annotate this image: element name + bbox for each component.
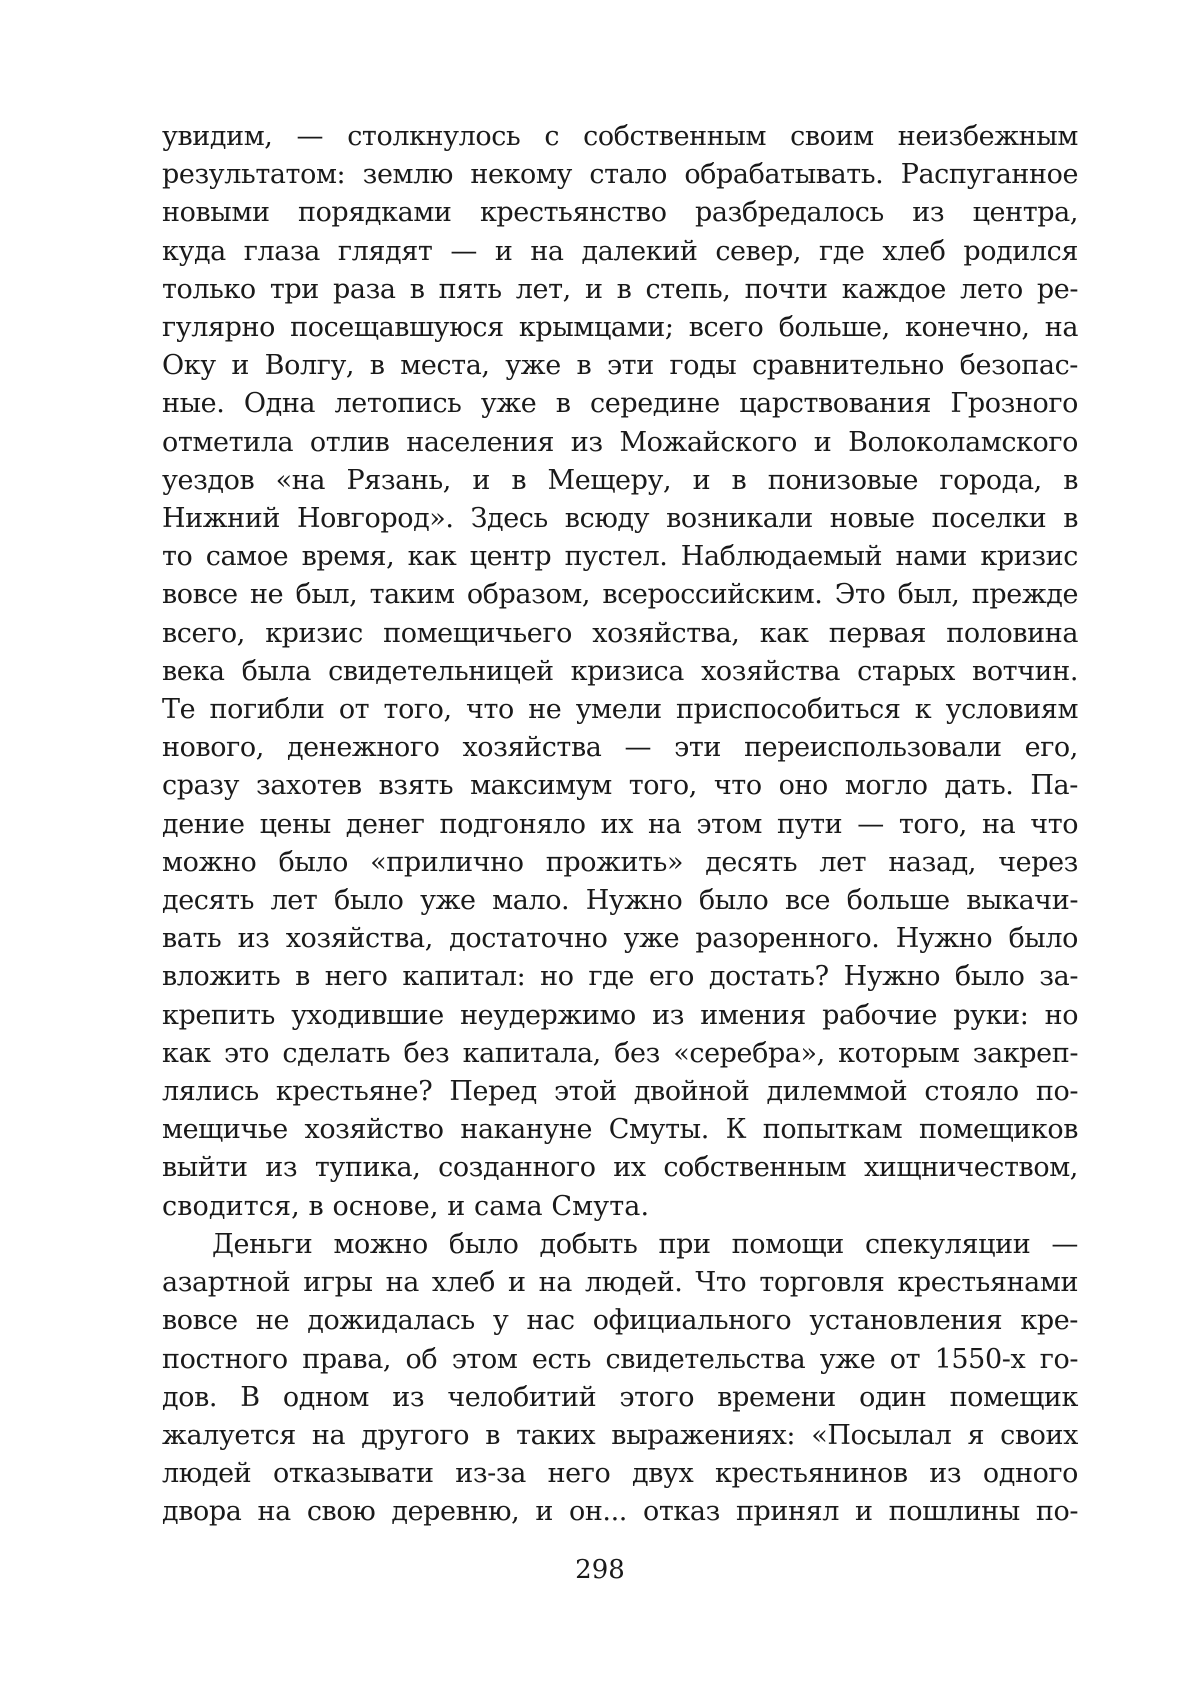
- text-line: результатом: землю некому стало обрабатывать. Распуганное: [162, 156, 1078, 194]
- text-line: двора на свою деревню, и он... отказ принял и пошлины по-: [162, 1493, 1078, 1531]
- text-line: только три раза в пять лет, и в степь, почти каждое лето ре-: [162, 271, 1078, 309]
- text-line: Оку и Волгу, в места, уже в эти годы сравнительно безопас-: [162, 347, 1078, 385]
- text-line: выйти из тупика, созданного их собственным хищничеством,: [162, 1149, 1078, 1187]
- text-line: можно было «прилично прожить» десять лет назад, через: [162, 844, 1078, 882]
- paragraph-1: [162, 118, 1078, 1226]
- text-line: нового, денежного хозяйства — эти переиспользовали его,: [162, 729, 1078, 767]
- text-line: азартной игры на хлеб и на людей. Что торговля крестьянами: [162, 1264, 1078, 1302]
- text-line: увидим, — столкнулось с собственным своим неизбежным: [162, 118, 1078, 156]
- text-line: лялись крестьяне? Перед этой двойной дилеммой стояло по-: [162, 1073, 1078, 1111]
- text-line: постного права, об этом есть свидетельства уже от 1550-х го-: [162, 1341, 1078, 1379]
- text-line: дение цены денег подгоняло их на этом пути — того, на что: [162, 806, 1078, 844]
- text-line: как это сделать без капитала, без «серебра», которым закреп-: [162, 1035, 1078, 1073]
- text-line: гулярно посещавшуюся крымцами; всего больше, конечно, на: [162, 309, 1078, 347]
- text-line: людей отказывати из-за него двух крестьянинов из одного: [162, 1455, 1078, 1493]
- text-line: десять лет было уже мало. Нужно было все больше выкачи-: [162, 882, 1078, 920]
- page-number: 298: [0, 1555, 1200, 1585]
- text-line: ные. Одна летопись уже в середине царствования Грозного: [162, 385, 1078, 423]
- text-line: Нижний Новгород». Здесь всюду возникали новые поселки в: [162, 500, 1078, 538]
- text-line: уездов «на Рязань, и в Мещеру, и в понизовые города, в: [162, 462, 1078, 500]
- text-line: дов. В одном из челобитий этого времени один помещик: [162, 1379, 1078, 1417]
- text-line: новыми порядками крестьянство разбредалось из центра,: [162, 194, 1078, 232]
- text-line: то самое время, как центр пустел. Наблюдаемый нами кризис: [162, 538, 1078, 576]
- text-line: жалуется на другого в таких выражениях: «Посылал я своих: [162, 1417, 1078, 1455]
- paragraph-2: [162, 1226, 1078, 1532]
- text-line: куда глаза глядят — и на далекий север, где хлеб родился: [162, 233, 1078, 271]
- text-line: вать из хозяйства, достаточно уже разоренного. Нужно было: [162, 920, 1078, 958]
- text-line: отметила отлив населения из Можайского и Волоколамского: [162, 424, 1078, 462]
- text-line: сводится, в основе, и сама Смута.: [162, 1188, 1078, 1226]
- text-line: века была свидетельницей кризиса хозяйства старых вотчин.: [162, 653, 1078, 691]
- text-line: вовсе не дожидалась у нас официального установления кре-: [162, 1302, 1078, 1340]
- page-body: [162, 118, 1078, 1532]
- text-line: вовсе не был, таким образом, всероссийским. Это был, прежде: [162, 576, 1078, 614]
- text-line: Деньги можно было добыть при помощи спекуляции —: [162, 1226, 1078, 1264]
- text-line: Те погибли от того, что не умели приспособиться к условиям: [162, 691, 1078, 729]
- text-line: мещичье хозяйство накануне Смуты. К попыткам помещиков: [162, 1111, 1078, 1149]
- text-line: крепить уходившие неудержимо из имения рабочие руки: но: [162, 997, 1078, 1035]
- text-line: всего, кризис помещичьего хозяйства, как первая половина: [162, 615, 1078, 653]
- text-line: вложить в него капитал: но где его достать? Нужно было за-: [162, 958, 1078, 996]
- text-line: сразу захотев взять максимум того, что оно могло дать. Па-: [162, 767, 1078, 805]
